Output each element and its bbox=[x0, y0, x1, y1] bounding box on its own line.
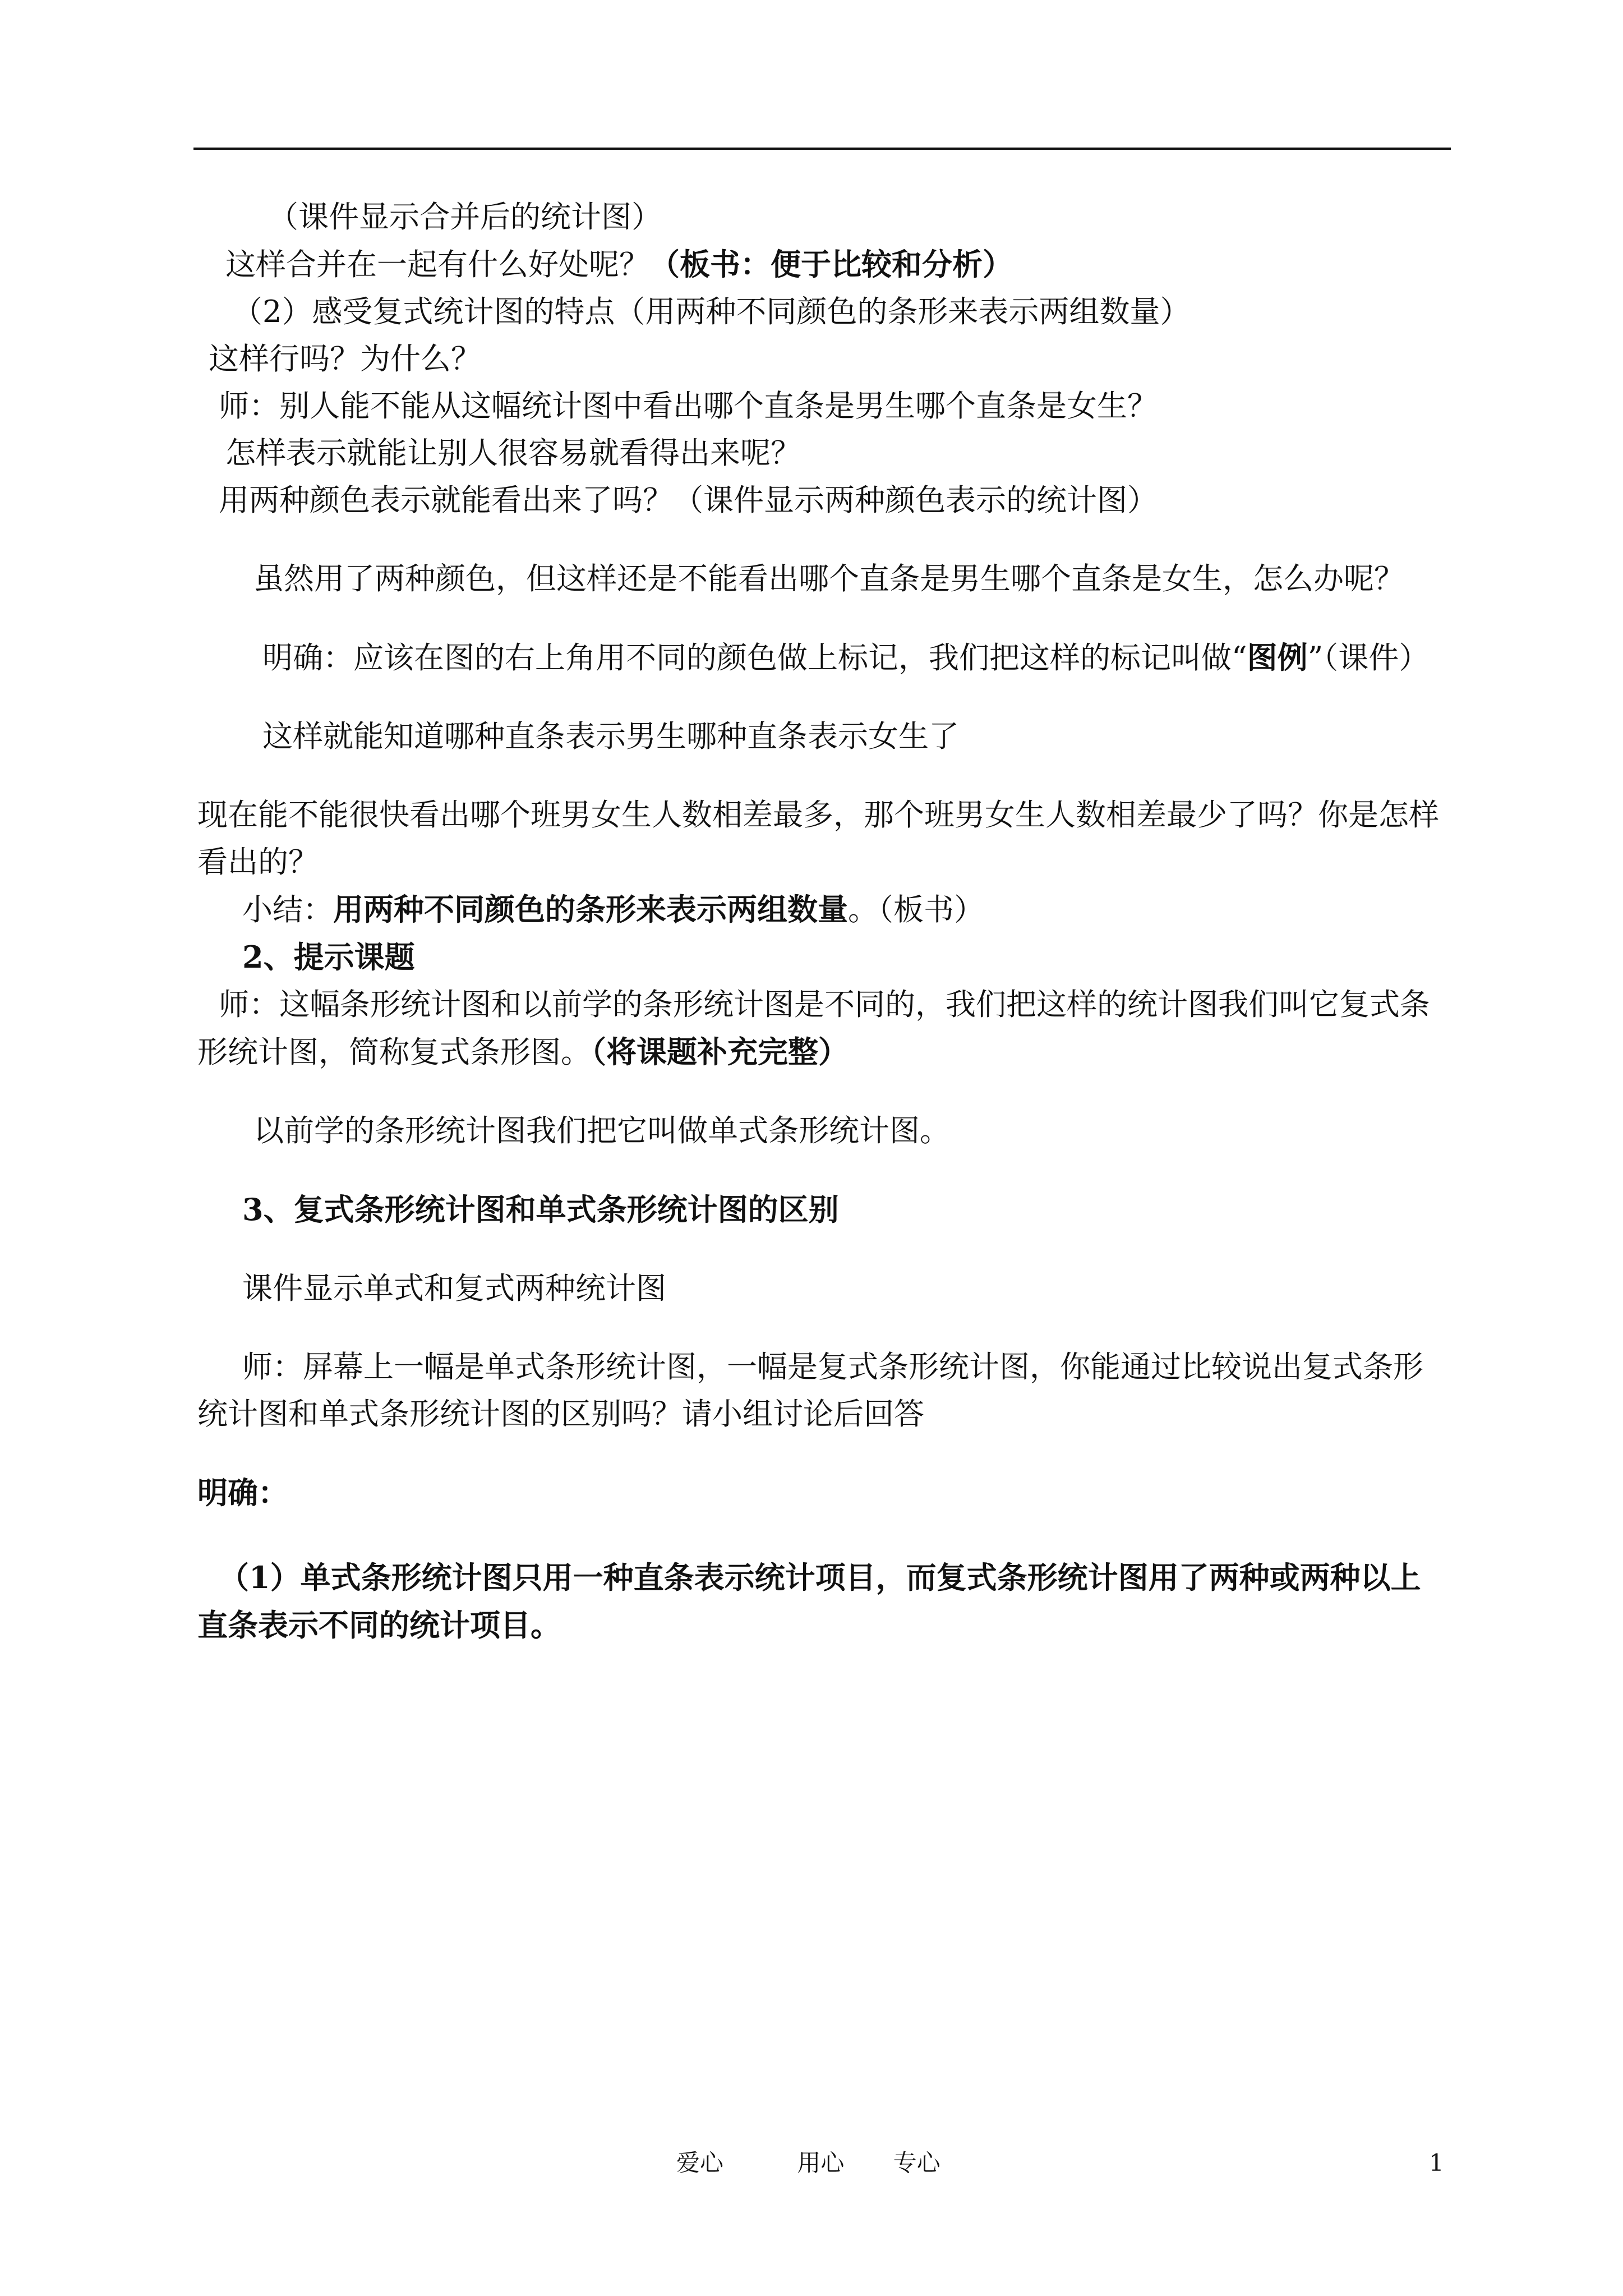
paragraph bbox=[197, 981, 1448, 1076]
paragraph bbox=[197, 1265, 1448, 1312]
paragraph bbox=[197, 430, 1448, 477]
paragraph bbox=[197, 1554, 1448, 1649]
bold-text: 2、提示课题 bbox=[242, 939, 415, 975]
bold-text: （板书：便于比较和分析） bbox=[649, 246, 1013, 282]
paragraph bbox=[197, 634, 1448, 682]
text: 小结： bbox=[242, 892, 333, 927]
bold-text: 图例 bbox=[1247, 639, 1308, 675]
paragraph bbox=[197, 383, 1448, 430]
text: 怎样表示就能让别人很容易就看得出来呢？ bbox=[225, 435, 801, 471]
paragraph bbox=[197, 477, 1448, 524]
page-number: 1 bbox=[1429, 2149, 1444, 2177]
text: 师：屏幕上一幅是单式条形统计图，一幅是复式条形统计图，你能通过比较说出复式条形统计图和单式条形统计图的区别吗？请小组讨论后回答 bbox=[197, 1349, 1423, 1432]
header-rule bbox=[193, 148, 1451, 150]
document-body bbox=[197, 194, 1448, 1649]
text: 以前学的条形统计图我们把它叫做单式条形统计图。 bbox=[253, 1113, 950, 1148]
text: （2）感受复式统计图的特点（用两种不同颜色的条形来表示两组数量） bbox=[232, 294, 1191, 329]
paragraph bbox=[197, 288, 1448, 335]
bold-text: （1）单式条形统计图只用一种直条表示统计项目，而复式条形统计图用了两种或两种以上直条表示不同的统计项目。 bbox=[197, 1559, 1421, 1643]
paragraph bbox=[197, 713, 1448, 760]
text: 虽然用了两种颜色，但这样还是不能看出哪个直条是男生哪个直条是女生，怎么办呢？ bbox=[253, 561, 1404, 596]
bold-text: 用两种不同颜色的条形来表示两组数量 bbox=[333, 891, 848, 927]
paragraph bbox=[197, 1186, 1448, 1234]
paragraph bbox=[197, 792, 1448, 886]
paragraph bbox=[197, 335, 1448, 383]
paragraph bbox=[197, 1469, 1448, 1517]
bold-text: （将课题补充完整） bbox=[591, 1034, 849, 1070]
paragraph bbox=[197, 1343, 1448, 1438]
paragraph bbox=[197, 886, 1448, 933]
text: 这样就能知道哪种直条表示男生哪种直条表示女生了 bbox=[262, 719, 959, 754]
text: 这样合并在一起有什么好处呢？ bbox=[225, 247, 649, 282]
text: 课件显示单式和复式两种统计图 bbox=[242, 1271, 666, 1306]
paragraph bbox=[197, 241, 1448, 288]
paragraph bbox=[197, 555, 1448, 602]
text: ”（课件） bbox=[1307, 640, 1430, 675]
text: 这样行吗？为什么？ bbox=[209, 341, 481, 376]
text: 师：这幅条形统计图和以前学的条形统计图是不同的，我们把这样的统计图我们叫它复式条形统计图，简称复式条形图。 bbox=[197, 987, 1430, 1070]
bold-text: 3、复式条形统计图和单式条形统计图的区别 bbox=[242, 1191, 839, 1227]
text: 师：别人能不能从这幅统计图中看出哪个直条是男生哪个直条是女生？ bbox=[219, 388, 1158, 424]
text: 用两种颜色表示就能看出来了吗？（课件显示两种颜色表示的统计图） bbox=[219, 482, 1158, 518]
footer-motto bbox=[676, 2147, 940, 2179]
footer-item-1: 爱心 bbox=[676, 2149, 724, 2177]
text: 。（板书） bbox=[848, 892, 984, 927]
text: 现在能不能很快看出哪个班男女生人数相差最多，那个班男女生人数相差最少了吗？你是怎样看出的？ bbox=[197, 797, 1439, 880]
paragraph bbox=[197, 1107, 1448, 1154]
footer-item-2: 用心 bbox=[797, 2149, 845, 2177]
text: 明确：应该在图的右上角用不同的颜色做上标记，我们把这样的标记叫做“ bbox=[262, 640, 1247, 675]
text: （课件显示合并后的统计图） bbox=[268, 199, 662, 234]
footer-item-3: 专心 bbox=[893, 2149, 940, 2177]
paragraph bbox=[197, 933, 1448, 981]
paragraph bbox=[197, 194, 1448, 241]
bold-text: 明确： bbox=[197, 1475, 288, 1511]
